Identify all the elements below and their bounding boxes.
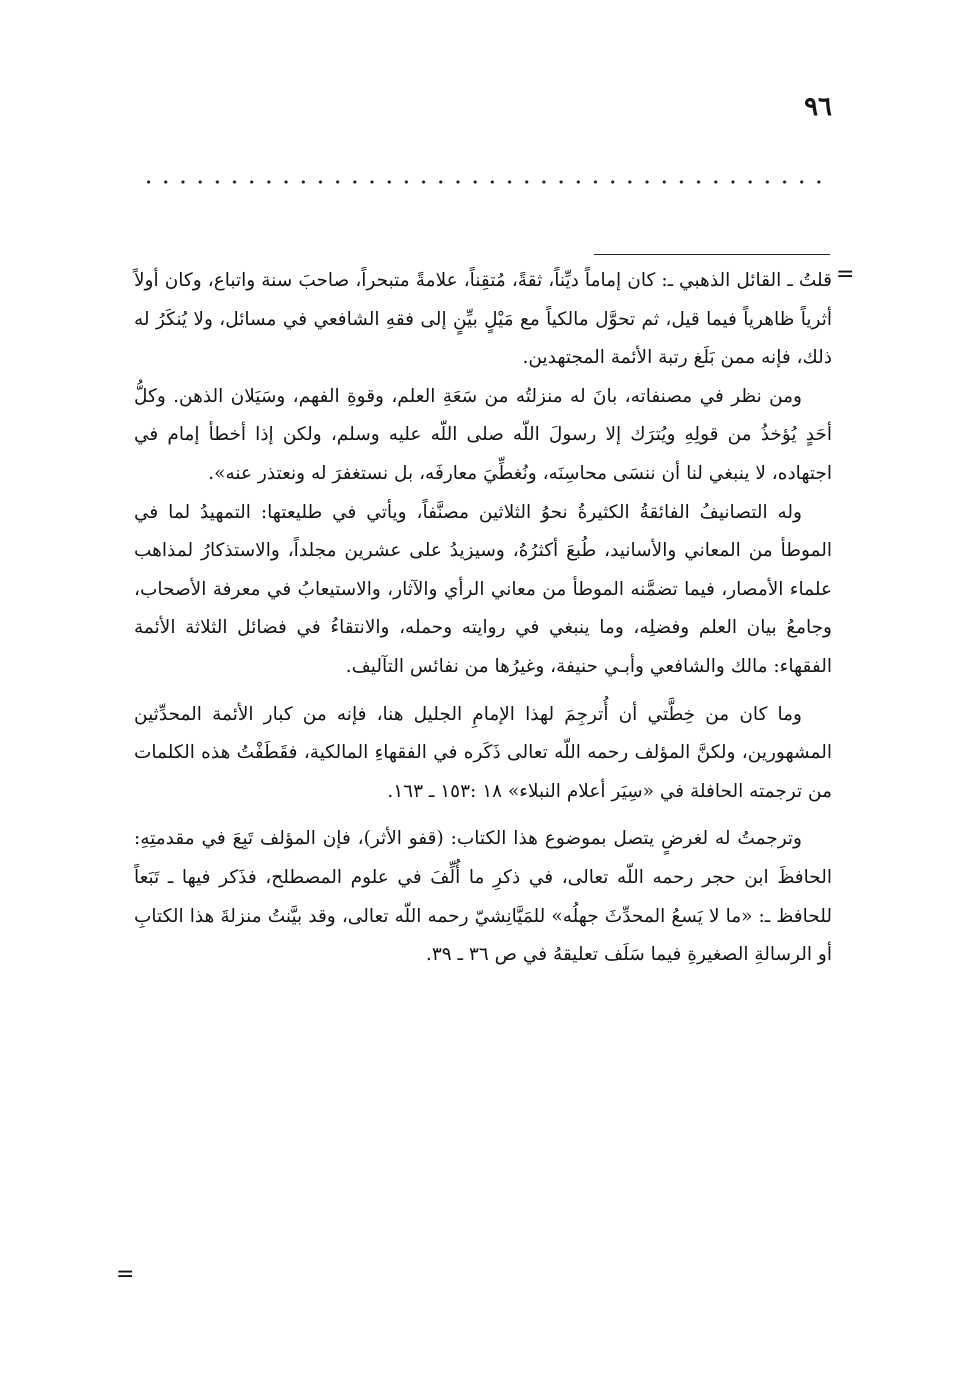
- footnote-text: [134, 262, 832, 975]
- page-number: ٩٦: [804, 92, 832, 122]
- footnote-rule: [594, 254, 830, 255]
- paragraph-writings: وله التصانيفُ الفائقةُ الكثيرةُ نحوُ الثلاثين مصنَّفاً، ويأتي في طليعتها: التمهيدُ لما في الموطأ من المعاني والأسانيد، طُبعَ أكثرُهُ، وسيزيدُ على عشرين مجلداً، والاستذكارُ لمذاهب علماء الأمصار، فيما تضمَّنه الموطأ من معاني الرأي والآثار، والاستيعابُ في معرفة الأصحاب، وجامعُ بيان العلم وفضلِه، وما ينبغي في روايته وحمله، والانتقاءُ في فضائل الثلاثة الأئمة الفقهاء: مالك والشافعي وأبـي حنيفة، وغيرُها من نفائس التآليف.: [134, 501, 832, 677]
- dotted-separator: [140, 180, 830, 184]
- paragraph-book-purpose: وترجمتُ له لغرضٍ يتصل بموضوع هذا الكتاب: (قفو الأثر)، فإن المؤلف تَبِعَ في مقدمتِهِ: الحافظَ ابن حجر رحمه اللّه تعالى، في ذكرِ ما أُلِّفَ في علوم المصطلح، فذَكر فيها ـ تَبَعاً للحافظ ـ: «ما لا يَسعُ المحدِّثَ جهلُه» للمَيَّانِشيّ رحمه اللّه تعالى، وقد بيَّنتُ منزلةَ هذا الكتابِ أو الرسالةِ الصغيرةِ فيما سَلَف تعليقهُ في ص ٣٦ ـ ٣٩.: [134, 828, 832, 966]
- paragraph-works-view: ومن نظر في مصنفاته، بانَ له منزلتُه من سَعَةِ العلم، وقوةِ الفهم، وسَيَلان الذهن. وكلُّ أحَدٍ يُؤخذُ من قولِهِ ويُترَك إلا رسولَ اللّه صلى اللّه عليه وسلم، ولكن إذا أخطأ إمام في اجتهاده، لا ينبغي لنا أن ننسَى محاسِنَه، ونُغطِّيَ معارفَه، بل نستغفرَ له ونعتذر عنه».: [134, 385, 832, 484]
- continuation-mark-top: =: [836, 262, 855, 287]
- continuation-mark-bottom: =: [116, 1262, 135, 1287]
- paragraph-dhahabi-quote: قلتُ ـ القائل الذهبي ـ: كان إماماً ديِّناً، ثقةً، مُتقِناً، علامةً متبحراً، صاحبَ سنة واتباع، وكان أولاً أثرياً ظاهرياً فيما قيل، ثم تحوَّل مالكياً مع مَيْلٍ بيِّنٍ إلى فقهِ الشافعي في مسائل، ولا يُنكَرُ له ذلك، فإنه ممن بَلَغ رتبة الأئمة المجتهدين.: [134, 270, 832, 369]
- paragraph-translation-note: وما كان من خِطَّتي أن أُترجِمَ لهذا الإمامِ الجليل هنا، فإنه من كبار الأئمة المحدِّثين المشهورين، ولكنَّ المؤلف رحمه اللّه تعالى ذَكَره في الفقهاءِ المالكية، فقَطَفْتُ هذه الكلمات من ترجمته الحافلة في «سِيَر أعلام النبلاء» ١٨ :١٥٣ ـ ١٦٣.: [134, 703, 832, 802]
